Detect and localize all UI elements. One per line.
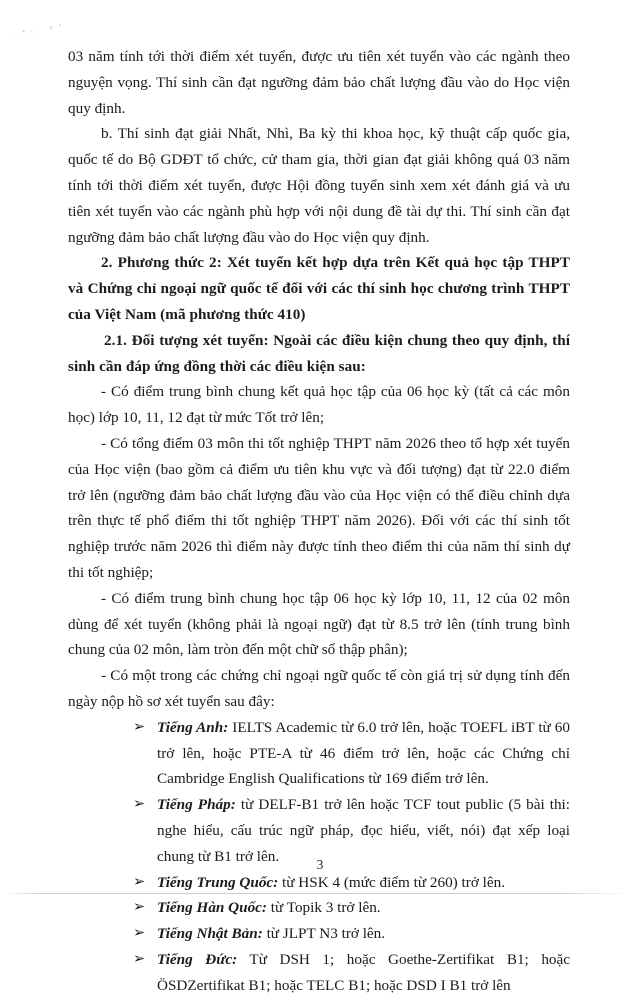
language-label: Tiếng Đức: (157, 950, 238, 968)
scan-speck-artifact (22, 30, 25, 32)
arrowhead-bullet-icon: ➢ (133, 899, 146, 916)
language-label: Tiếng Trung Quốc: (157, 873, 279, 891)
scan-speck-artifact (59, 24, 61, 26)
condition-item-2: - Có tổng điểm 03 môn thi tốt nghiệp THPT năm 2026 theo tổ hợp xét tuyển của Học viện (bao gồm cả điểm ưu tiên khu vực và đối tượng) đạt từ 22.0 điểm trở lên (ngưỡng đảm bảo chất lượng đầu vào của Học viện có thể điều chỉnh dựa trên thực tế phổ điểm thi tốt nghiệp THPT năm 2026). Đối với các thí sinh tốt nghiệp trước năm 2026 thì điểm này được tính theo điểm thi của năm thí sinh dự thi tốt nghiệp; (68, 434, 570, 581)
condition-item-3: - Có điểm trung bình chung học tập 06 học kỳ lớp 10, 11, 12 của 02 môn dùng để xét tuyển (không phải là ngoại ngữ) đạt từ 8.5 trở lên (tính trung bình chung của 02 môn, làm tròn đến một chữ số thập phân); (68, 589, 570, 659)
condition-item-4: - Có một trong các chứng chỉ ngoại ngữ quốc tế còn giá trị sử dụng tính đến ngày nộp hồ sơ xét tuyển sau đây: (68, 667, 570, 710)
paragraph-continuation: 03 năm tính tới thời điểm xét tuyển, được ưu tiên xét tuyển vào các ngành theo nguyện vọng. Thí sinh cần đạt ngưỡng đảm bảo chất lượng đầu vào do Học viện quy định. (68, 48, 570, 117)
paragraph-block (68, 44, 570, 121)
list-item (68, 895, 570, 921)
language-label: Tiếng Hàn Quốc: (157, 899, 267, 917)
heading-method-2: 2. Phương thức 2: Xét tuyển kết hợp dựa trên Kết quả học tập THPT và Chứng chỉ ngoại ngữ quốc tế đối với các thí sinh học chương trình THPT của Việt Nam (mã phương thức 410) (68, 254, 570, 323)
page-number: 3 (316, 857, 324, 872)
scan-edge-artifact (4, 893, 630, 894)
condition-block (68, 379, 570, 431)
heading-block (68, 250, 570, 327)
requirement-text: từ HSK 4 (mức điểm từ 260) trở lên. (278, 873, 505, 891)
heading-section-2-1: 2.1. Đối tượng xét tuyển: Ngoài các điều kiện chung theo quy định, thí sinh cần đáp ứng đồng thời các điều kiện sau: (68, 331, 570, 375)
requirement-text: từ JLPT N3 trở lên. (262, 925, 386, 943)
scan-speck-artifact (15, 33, 17, 34)
scan-speck-artifact (50, 26, 53, 30)
list-item (68, 715, 570, 792)
arrowhead-bullet-icon: ➢ (133, 950, 146, 967)
arrowhead-bullet-icon: ➢ (133, 873, 146, 890)
scan-speck-artifact (31, 31, 33, 33)
paragraph-item-b: b. Thí sinh đạt giải Nhất, Nhì, Ba kỳ thi khoa học, kỹ thuật cấp quốc gia, quốc tế do Bộ GDĐT tổ chức, cử tham gia, thời gian đạt giải không quá 03 năm tính tới thời điểm xét tuyển, được Hội đồng tuyển sinh xem xét đánh giá và ưu tiên xét tuyển vào các ngành phù hợp với nội dung đề tài dự thi. Thí sinh cần đạt ngưỡng đảm bảo chất lượng đầu vào do Học viện quy định. (68, 125, 570, 246)
language-label: Tiếng Nhật Bản: (157, 925, 263, 943)
list-item (68, 947, 570, 998)
arrowhead-bullet-icon: ➢ (133, 925, 146, 942)
requirement-text: IELTS Academic từ 6.0 trở lên, hoặc TOEFL iBT từ 60 trở lên, hoặc PTE-A từ 46 điểm trở lên, hoặc các Chứng chỉ Cambridge English Qualifications từ 169 điểm trở lên. (157, 718, 570, 788)
condition-block (68, 431, 570, 586)
list-item (68, 921, 570, 947)
language-label: Tiếng Pháp: (157, 796, 236, 814)
requirement-text: từ Topik 3 trở lên. (266, 899, 381, 917)
list-item (68, 870, 570, 896)
arrowhead-bullet-icon: ➢ (133, 718, 146, 735)
paragraph-block (68, 121, 570, 250)
condition-item-1: - Có điểm trung bình chung kết quả học tập của 06 học kỳ (tất cả các môn học) lớp 10, 11, 12 đạt từ mức Tốt trở lên; (68, 383, 570, 427)
arrowhead-bullet-icon: ➢ (133, 796, 146, 813)
requirement-text: Từ DSH 1; hoặc Goethe-Zertifikat B1; hoặc ÖSDZertifikat B1; hoặc TELC B1; hoặc DSD I B1 trở lên (157, 950, 570, 994)
condition-block (68, 663, 570, 715)
page-body (68, 44, 570, 998)
language-label: Tiếng Anh: (157, 718, 229, 736)
condition-block (68, 586, 570, 663)
requirement-text: từ DELF-B1 trở lên hoặc TCF tout public (5 bài thi: nghe hiểu, cấu trúc ngữ pháp, đọc hiểu, viết, nói) đạt xếp loại chung từ B1 trở lên. (157, 796, 570, 865)
heading-block (68, 328, 570, 380)
